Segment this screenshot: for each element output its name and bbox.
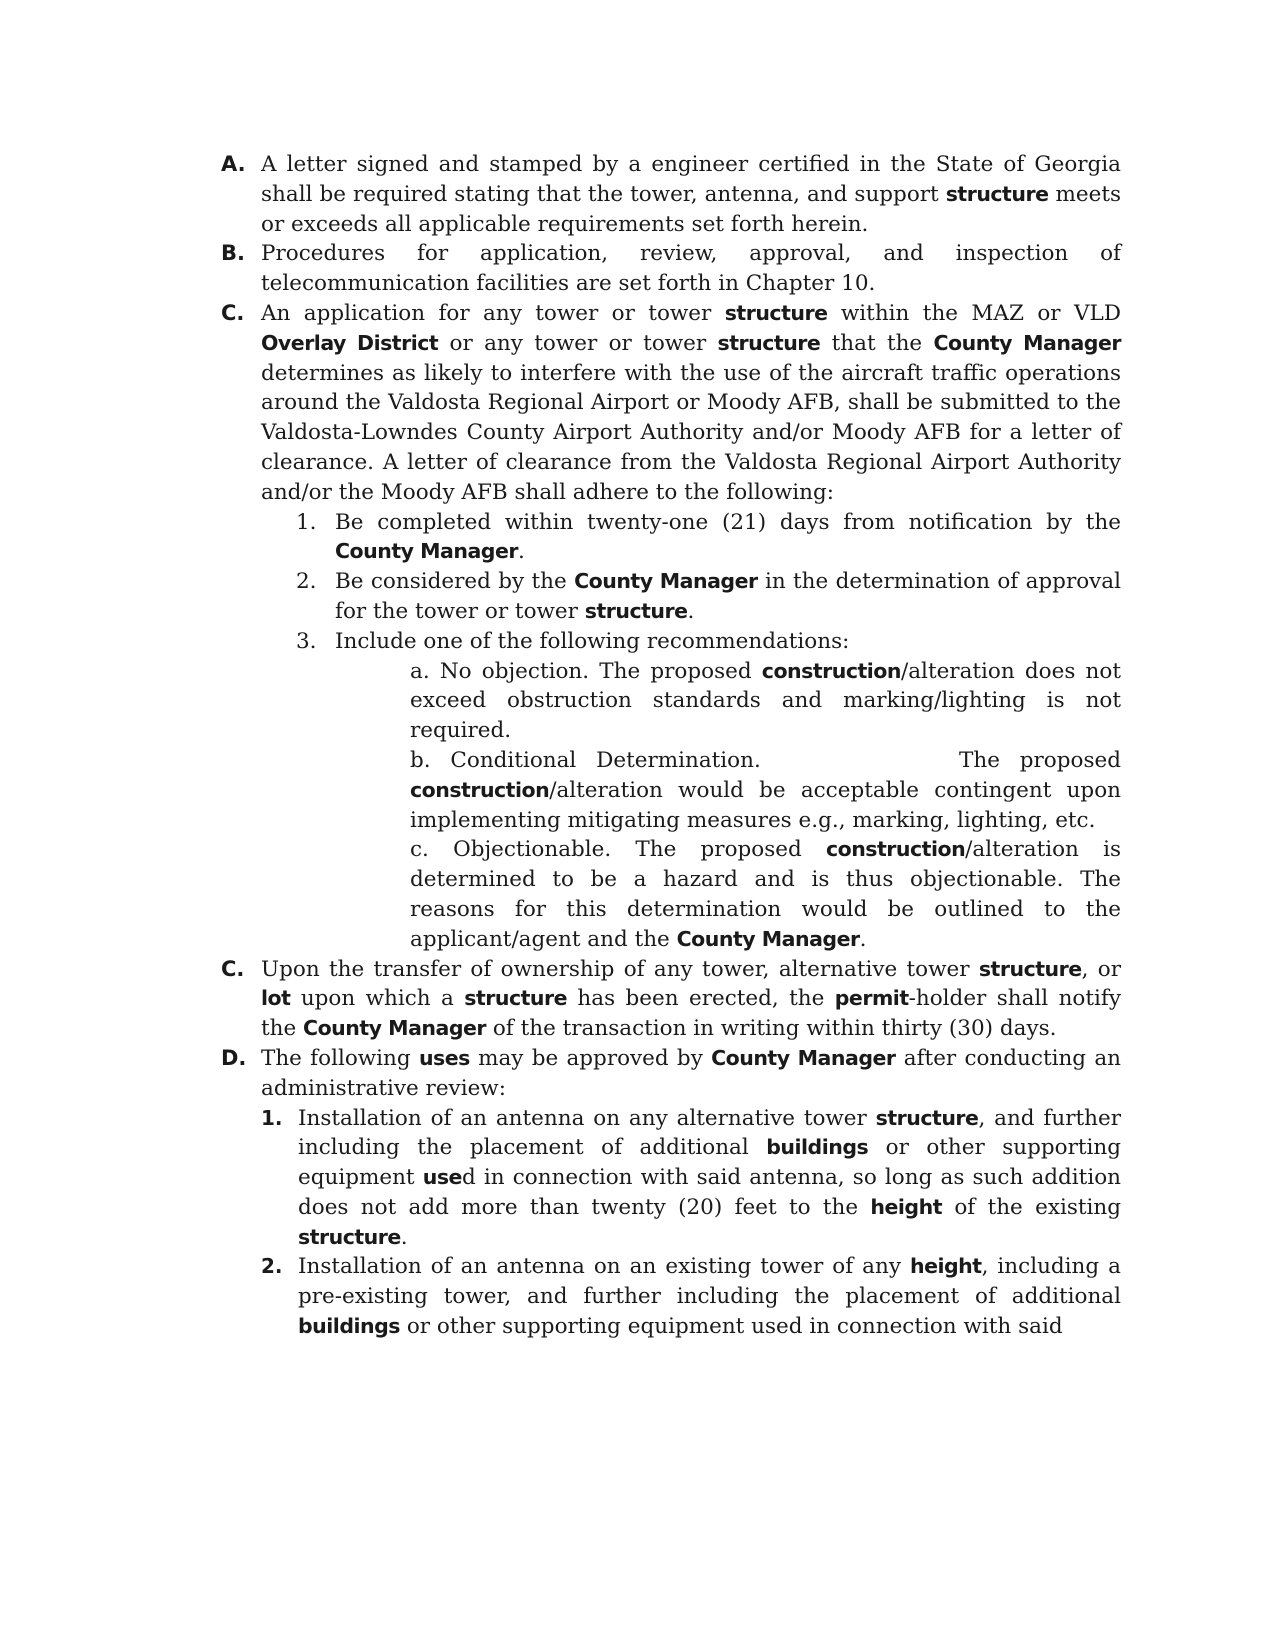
defined-term: County Manager (574, 569, 758, 594)
defined-term: construction (761, 658, 901, 683)
defined-term: County Manager (933, 330, 1121, 355)
text-run: d in connection with said antenna, so long as such addition does not add more than twenty (20) feet to the (298, 1165, 1121, 1220)
text-run: . (400, 1224, 408, 1250)
text-run: c. Objectionable. The proposed (410, 837, 826, 863)
defined-term: lot (261, 986, 291, 1011)
text-run: in the determination of approval for the tower or tower (335, 569, 1122, 624)
section-c-application (221, 299, 1121, 508)
text-run: , including a pre-existing tower, and further including the placement of additional (298, 1254, 1121, 1310)
text-run: has been erected, the (567, 986, 835, 1012)
list-number: 1. (296, 509, 317, 535)
recommendation-text (410, 835, 1121, 954)
list-text (335, 508, 1121, 568)
list-text (335, 627, 1121, 657)
text-run: of the transaction in writing within thirty (30) days. (486, 1016, 1057, 1042)
text-run: determines as likely to interfere with the use of the aircraft traffic operations around the Valdosta Regional Airport or Moody AFB, shall be submitted to the Valdosta-Lowndes County Airport Authority and/or Moody AFB for a letter of clearance. A letter of clearance from the Valdosta Regional Airport Authority and/or the Moody AFB shall adhere to the following: (261, 360, 1121, 505)
defined-term: structure (945, 181, 1049, 206)
text-run: . (517, 539, 525, 565)
text-run: a. No objection. The proposed (410, 658, 762, 684)
text-run: after conducting an administrative review: (261, 1045, 1121, 1101)
list-number: 1. (261, 1105, 283, 1130)
text-run: An application for any tower or tower (261, 300, 725, 326)
text-run: meets or exceeds all applicable requirements set forth herein. (261, 181, 1121, 237)
section-label: B. (221, 241, 245, 266)
defined-term: buildings (298, 1314, 400, 1339)
text-run: or other supporting equipment used in connection with said (400, 1314, 1063, 1340)
text-run: b. Conditional Determination. The proposed (410, 747, 1128, 773)
recommendation-text (410, 746, 1128, 835)
clearance-requirement-2 (221, 567, 1121, 627)
text-run: Upon the transfer of ownership of any tower, alternative tower (261, 956, 979, 982)
section-text (261, 299, 1121, 508)
section-text (261, 1044, 1121, 1104)
defined-term: Overlay District (261, 330, 439, 355)
text-run: Procedures for application, review, approval, and inspection of telecommunication facilities are set forth in Chapter 10. (261, 241, 1121, 297)
recommendation-text (410, 657, 1121, 746)
defined-term: structure (875, 1105, 979, 1130)
list-number: 2. (261, 1254, 283, 1279)
defined-term: permit (834, 986, 909, 1011)
list-number: 2. (296, 569, 317, 595)
text-run: or any tower or tower (438, 330, 718, 356)
section-a (221, 150, 1121, 239)
clearance-requirement-1 (221, 508, 1121, 568)
text-run: Include one of the following recommendations: (335, 628, 850, 654)
defined-term: structure (464, 986, 568, 1011)
defined-term: structure (584, 598, 688, 623)
section-c-transfer (221, 955, 1121, 1044)
text-run: The following (261, 1045, 419, 1071)
defined-term: use (422, 1165, 462, 1190)
defined-term: County Manager (335, 539, 518, 564)
text-run: Be considered by the (335, 569, 575, 595)
text-run: . (687, 598, 695, 624)
text-run: or other supporting equipment (298, 1135, 1121, 1191)
defined-term: structure (978, 956, 1082, 981)
list-text (298, 1252, 1121, 1341)
defined-term: structure (717, 330, 821, 355)
text-run: Installation of an antenna on any alternative tower (298, 1105, 876, 1131)
recommendation-b (221, 746, 1128, 835)
list-text (298, 1104, 1121, 1253)
defined-term: structure (298, 1224, 401, 1249)
text-run: may be approved by (469, 1045, 712, 1071)
section-b (221, 239, 1121, 299)
defined-term: uses (418, 1045, 470, 1070)
text-run: Be completed within twenty-one (21) days from notification by the (335, 509, 1121, 535)
section-text (261, 955, 1121, 1044)
section-label: C. (221, 300, 245, 325)
list-text (335, 567, 1121, 627)
defined-term: County Manager (303, 1016, 487, 1041)
administrative-use-1 (221, 1104, 1121, 1253)
defined-term: construction (410, 777, 550, 802)
text-run: , and further including the placement of additional (298, 1105, 1121, 1161)
text-run: within the MAZ or VLD (827, 300, 1121, 326)
text-run: upon which a (290, 986, 465, 1012)
administrative-use-2 (221, 1252, 1121, 1341)
section-label: C. (221, 956, 245, 981)
section-d (221, 1044, 1121, 1104)
text-run: . (859, 926, 867, 952)
section-label: A. (221, 152, 246, 176)
defined-term: County Manager (711, 1045, 896, 1070)
recommendation-c (221, 835, 1121, 954)
text-run: /alteration would be acceptable contingent upon implementing mitigating measures e.g., marking, lighting, etc. (410, 777, 1128, 833)
text-run: that the (820, 330, 934, 356)
defined-term: buildings (766, 1135, 869, 1160)
text-run: Installation of an antenna on an existing tower of any (298, 1254, 910, 1280)
defined-term: structure (724, 300, 828, 325)
text-run: /alteration is determined to be a hazard and is thus objectionable. The reasons for this determination would be outlined to the applicant/agent and the (410, 837, 1121, 952)
list-number: 3. (296, 628, 317, 654)
section-text (261, 150, 1121, 239)
defined-term: construction (825, 837, 966, 862)
section-label: D. (221, 1045, 247, 1070)
recommendation-a (221, 657, 1121, 746)
ordinance-text (221, 150, 1128, 1342)
text-run: /alteration does not exceed obstruction standards and marking/lighting is not required. (410, 658, 1121, 744)
text-run: , or (1081, 956, 1122, 982)
defined-term: County Manager (676, 926, 860, 951)
text-run: of the existing (942, 1194, 1121, 1220)
defined-term: height (870, 1194, 942, 1219)
clearance-requirement-3 (221, 627, 1121, 657)
text-run: -holder shall notify the (261, 986, 1121, 1042)
section-text (261, 239, 1121, 299)
defined-term: height (909, 1254, 982, 1279)
text-run: A letter signed and stamped by a engineer certified in the State of Georgia shall be required stating that the tower, antenna, and support (261, 152, 1121, 207)
